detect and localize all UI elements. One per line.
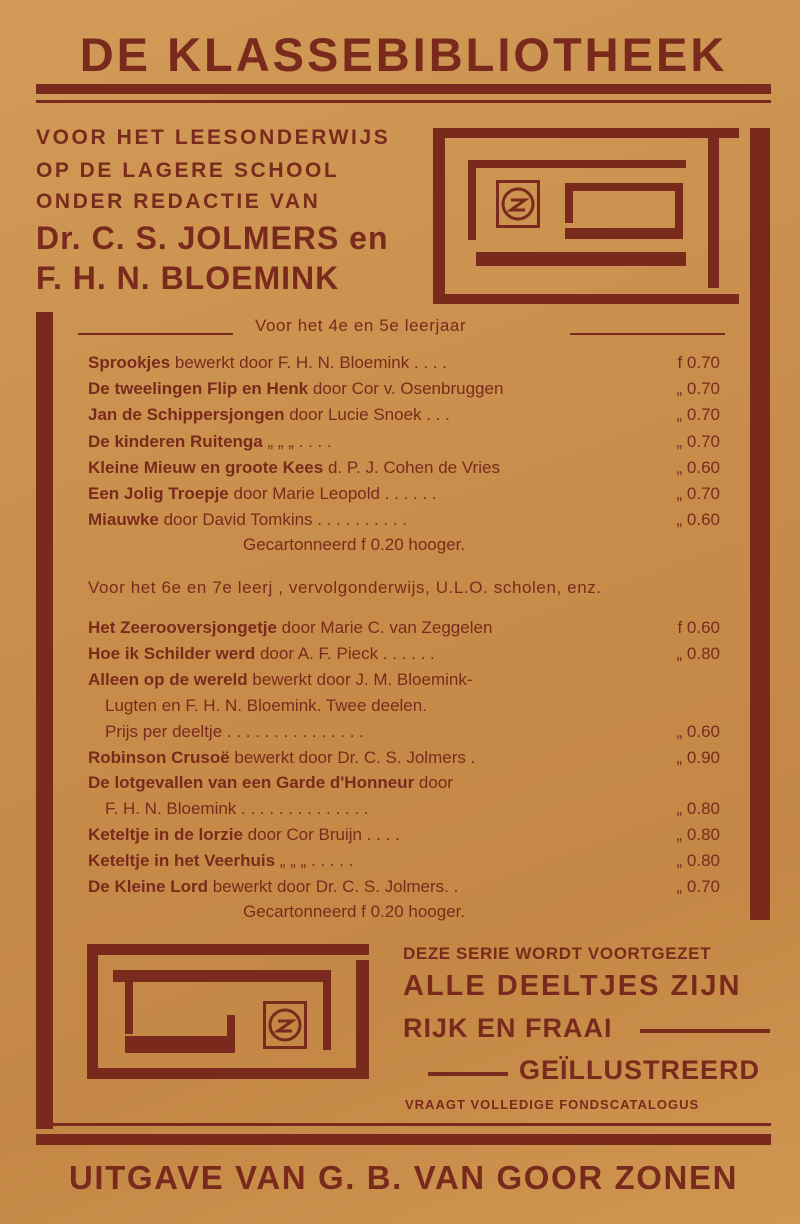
book-title: Alleen op de wereld — [88, 669, 248, 689]
book-price: f 0.60 — [677, 618, 720, 637]
page-title: DE KLASSEBIBLIOTHEEK — [79, 28, 728, 81]
book-details: door David Tomkins . . . . . . . . . . — [158, 510, 408, 530]
book-price: „ 0.70 — [676, 431, 720, 451]
book-price: „ 0.90 — [676, 747, 720, 767]
promo-all-volumes: ALLE DEELTJES ZIJN — [403, 970, 742, 1002]
list-item — [88, 481, 720, 506]
book-title: Een Jolig Troepje — [88, 484, 229, 503]
book-price: „ 0.60 — [676, 510, 720, 530]
left-border-bar — [36, 312, 53, 1129]
header-rule-right — [570, 333, 725, 335]
book-price: „ 0.60 — [676, 457, 720, 477]
book-details: door Marie C. van Zeggelen — [276, 618, 493, 637]
header-rule-left — [78, 333, 233, 335]
book-details: d. P. J. Cohen de Vries — [323, 457, 500, 477]
book-title: Het Zeerooversjongetje — [88, 618, 277, 637]
editor-line-1: Dr. C. S. JOLMERS en — [36, 220, 389, 256]
book-title: Sprookjes — [88, 353, 171, 372]
book-title: Miauwke — [88, 510, 159, 530]
book-details: bewerkt door F. H. N. Bloemink . . . . — [170, 353, 448, 372]
book-title: Jan de Schippersjongen — [88, 405, 285, 425]
publisher-logo-icon — [496, 180, 540, 228]
list-item — [88, 402, 720, 427]
book-price: „ 0.70 — [676, 379, 720, 399]
promo-series-continued: DEZE SERIE WORDT VOORTGEZET — [403, 944, 712, 963]
book-details: bewerkt door Dr. C. S. Jolmers . — [229, 747, 476, 767]
book-details: door Lucie Snoek . . . — [284, 405, 450, 425]
book-title: Keteltje in de lorzie — [88, 825, 243, 845]
subtitle-line-3: ONDER REDACTIE VAN — [36, 190, 321, 213]
list-item — [88, 745, 720, 770]
book-details: F. H. N. Bloemink . . . . . . . . . . . . . . — [105, 799, 369, 819]
list-item — [88, 376, 720, 401]
book-price: „ 0.60 — [676, 721, 720, 741]
book-title: Keteltje in het Veerhuis — [88, 851, 276, 871]
list-item — [88, 822, 720, 847]
editor-line-2: F. H. N. BLOEMINK — [36, 260, 340, 296]
book-title: Hoe ik Schilder werd — [88, 643, 256, 663]
promo-illustrated: GEÏLLUSTREERD — [519, 1055, 761, 1085]
section2-header: Voor het 6e en 7e leerj , vervolgonderwijs, U.L.O. scholen, enz. — [88, 578, 602, 597]
subtitle-line-2: OP DE LAGERE SCHOOL — [36, 159, 340, 182]
book-title: De Kleine Lord — [88, 877, 208, 896]
book-details: door Cor v. Osenbruggen — [308, 379, 504, 399]
book-details: Lugten en F. H. N. Bloemink. Twee deelen. — [105, 695, 427, 715]
book-title: De kinderen Ruitenga — [88, 431, 263, 451]
book-price: „ 0.70 — [676, 405, 720, 425]
book-title: De lotgevallen van een Garde d'Honneur — [88, 773, 415, 793]
book-details: door — [414, 773, 453, 793]
list-item — [88, 455, 720, 480]
book-price: „ 0.80 — [676, 643, 720, 663]
book-price: f 0.70 — [677, 353, 720, 372]
publisher-logo-icon-bottom — [263, 1001, 307, 1049]
list-item — [88, 507, 720, 532]
footer-rule-thin — [36, 1123, 771, 1126]
book-price: „ 0.70 — [676, 877, 720, 896]
subtitle-line-1: VOOR HET LEESONDERWIJS — [36, 126, 391, 149]
book-details: door Cor Bruijn . . . . — [242, 825, 400, 845]
book-details: door Marie Leopold . . . . . . — [228, 484, 437, 503]
title-rule-thick — [36, 84, 771, 94]
list-item — [105, 693, 720, 718]
book-title: Kleine Mieuw en groote Kees — [88, 457, 324, 477]
section2-note: Gecartonneerd f 0.20 hooger. — [243, 902, 466, 921]
list-item — [88, 770, 720, 795]
promo-rule-1 — [640, 1029, 770, 1033]
book-title: Robinson Crusoë — [88, 747, 230, 767]
book-details: „ „ „ . . . . . — [275, 851, 354, 871]
promo-catalogue: VRAAGT VOLLEDIGE FONDSCATALOGUS — [405, 1097, 700, 1112]
book-price: „ 0.80 — [676, 851, 720, 871]
list-item — [105, 719, 720, 744]
book-title: De tweelingen Flip en Henk — [88, 379, 309, 399]
book-details: door A. F. Pieck . . . . . . — [255, 643, 435, 663]
book-price: „ 0.80 — [676, 799, 720, 819]
book-details: bewerkt door Dr. C. S. Jolmers. . — [207, 877, 459, 896]
list-item — [88, 641, 720, 666]
list-item — [88, 848, 720, 873]
promo-rich: RIJK EN FRAAI — [403, 1013, 613, 1043]
list-item — [88, 667, 720, 692]
publisher-name: UITGAVE VAN G. B. VAN GOOR ZONEN — [68, 1159, 739, 1196]
list-item — [88, 429, 720, 454]
section1-note: Gecartonneerd f 0.20 hooger. — [243, 535, 466, 554]
list-item — [105, 796, 720, 821]
section1-header: Voor het 4e en 5e leerjaar — [255, 316, 467, 335]
list-item — [88, 615, 720, 640]
book-details: bewerkt door J. M. Bloemink- — [247, 669, 473, 689]
promo-rule-2 — [428, 1072, 508, 1076]
book-details: Prijs per deeltje . . . . . . . . . . . . . . . — [105, 721, 364, 741]
list-item — [88, 350, 720, 375]
title-rule-thin — [36, 100, 771, 103]
book-price: „ 0.70 — [676, 484, 720, 503]
footer-rule-thick — [36, 1134, 771, 1145]
book-details: „ „ „ . . . . — [262, 431, 332, 451]
book-price: „ 0.80 — [676, 825, 720, 845]
list-item — [88, 874, 720, 899]
